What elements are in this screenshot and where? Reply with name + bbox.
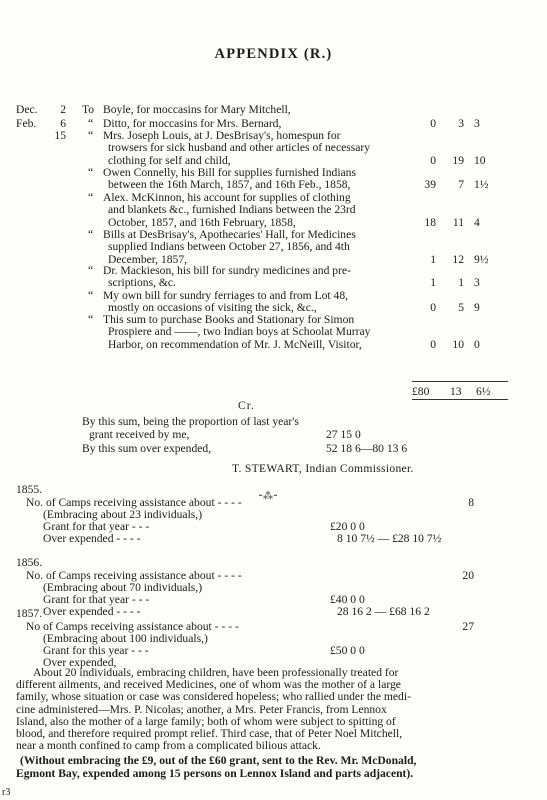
entry-amount-pounds: 0 <box>430 301 436 315</box>
entry-amount-shillings: 7 <box>458 178 464 192</box>
paragraph-line: family, whose situation or case was considered hopeless; who rallied under the medi- <box>16 690 411 704</box>
entry-description-line: and blankets &c., furnished Indians between the 23rd <box>108 203 356 217</box>
entry-amount-pounds: 1 <box>430 276 436 290</box>
grant-amount: £20 0 0 <box>330 520 365 533</box>
camps-count: 27 <box>462 620 474 633</box>
camps-label: No. of Camps receiving assistance about - - - - <box>26 569 242 582</box>
entry-ditto-mark: “ <box>88 228 94 241</box>
entry-amount-shillings: 5 <box>458 301 464 315</box>
entry-description-line: Boyle, for moccasins for Mary Mitchell, <box>103 103 291 116</box>
entry-description-line: October, 1857, and 16th February, 1858, <box>108 215 296 229</box>
entry-ditto-mark: “ <box>88 129 94 142</box>
commissioner-signature: T. STEWART, Indian Commissioner. <box>232 462 414 475</box>
grant-amount: £50 0 0 <box>330 644 365 657</box>
paragraph-line: near a month confined to camp from a complicated bilious attack. <box>16 739 321 753</box>
total-rule-top <box>412 381 508 382</box>
entry-amount-shillings: 3 <box>458 117 464 130</box>
paragraph-line: About 20 individuals, embracing children, have been professionally treated for <box>33 666 399 679</box>
entry-description-line: Ditto, for moccasins for Mrs. Bernard, <box>103 117 282 130</box>
entry-amount-pounds: 0 <box>430 337 436 351</box>
entry-description-line: This sum to purchase Books and Stationary for Simon <box>103 313 355 326</box>
paragraph-line: Island, also the mother of a large family; both of whom were subject to spitting of <box>16 714 396 728</box>
entry-description-line: mostly on occasions of visiting the sick, &c., <box>108 301 317 315</box>
section-year: 1855. <box>16 483 43 496</box>
entry-amount-pence: 10 <box>474 153 486 167</box>
grant-label: Grant for this year - - - <box>43 644 149 657</box>
total-pence: 6½ <box>476 385 491 398</box>
entry-ditto-mark: To <box>82 103 95 116</box>
credit-line-text: grant received by me, <box>89 428 190 441</box>
credit-line-amount: 52 18 6—80 13 6 <box>326 442 408 455</box>
entry-amount-shillings: 19 <box>452 153 464 167</box>
entry-amount-pence: 3 <box>474 117 480 130</box>
entry-description-line: supplied Indians between October 27, 1856, and 4th <box>108 240 350 254</box>
entry-description-line: between the 16th March, 1857, and 16th Feb., 1858, <box>108 178 351 192</box>
entry-description-line: Mrs. Joseph Louis, at J. DesBrisay's, homespun for <box>103 129 341 142</box>
camps-label: No of Camps receiving assistance about - - - - <box>26 620 239 633</box>
total-shillings: 13 <box>450 385 462 398</box>
paragraph-line: Egmont Bay, expended among 15 persons on Lennox Island and parts adjacent). <box>16 766 414 780</box>
total-rule-bottom <box>412 399 508 400</box>
entry-amount-shillings: 12 <box>452 252 464 266</box>
paragraph-line: cine administered—Mrs. P. Nicolas; another, a Mrs. Peter Francis, from Lennox <box>16 702 387 716</box>
page-title: APPENDIX (R.) <box>214 46 333 62</box>
over-expended-amount: 8 10 7½ — £28 10 7½ <box>337 532 442 545</box>
entry-description-line: Owen Connelly, his Bill for supplies furnished Indians <box>103 166 356 179</box>
individuals-note: (Embracing about 70 individuals,) <box>43 581 203 594</box>
section-year: 1857. <box>16 607 43 620</box>
entry-amount-shillings: 10 <box>452 337 464 351</box>
section-year: 1856. <box>16 556 43 569</box>
entry-amount-shillings: 11 <box>452 215 464 229</box>
over-expended-label: Over expended, <box>43 656 117 669</box>
paragraph-line: different ailments, and received Medicines, one of whom was the mother of a large <box>16 678 401 692</box>
entry-amount-pounds: 0 <box>430 117 436 130</box>
over-expended-amount: 28 16 2 — £68 16 2 <box>337 605 430 618</box>
entry-amount-pence: 4 <box>474 215 480 229</box>
over-expended-label: Over expended - - - - <box>43 605 141 618</box>
entry-ditto-mark: “ <box>88 166 94 179</box>
grant-label: Grant for that year - - - <box>43 520 150 533</box>
entry-ditto-mark: “ <box>88 313 94 326</box>
paragraph-line: blood, and therefore required prompt relief. Third case, that of Peter Noel Mitchell, <box>16 727 403 740</box>
ornament-divider-icon: ⁃⁂⁃ <box>258 491 278 502</box>
entry-amount-pence: 3 <box>474 276 480 290</box>
individuals-note: (Embracing about 23 individuals,) <box>43 508 203 521</box>
entry-description-line: scriptions, &c. <box>108 276 176 290</box>
entry-month: Feb. <box>16 117 37 130</box>
entry-ditto-mark: “ <box>88 289 94 302</box>
camps-label: No. of Camps receiving assistance about - - - - <box>26 496 242 509</box>
camps-count: 20 <box>462 569 474 582</box>
credit-line-text: By this sum, being the proportion of last year's <box>82 415 299 428</box>
individuals-note: (Embracing about 100 individuals,) <box>43 632 208 645</box>
paragraph-line: (Without embracing the £9, out of the £60 grant, sent to the Rev. Mr. McDonald, <box>20 754 417 767</box>
page-signature-mark: r3 <box>2 787 11 798</box>
entry-ditto-mark: “ <box>88 191 94 204</box>
entry-description-line: Dr. Mackieson, his bill for sundry medicines and pre- <box>103 264 351 277</box>
entry-description-line: My own bill for sundry ferriages to and from Lot 48, <box>103 289 349 302</box>
credit-line-text: By this sum over expended, <box>82 442 212 455</box>
entry-day: 6 <box>60 117 66 130</box>
entry-amount-pence: 9 <box>474 301 480 315</box>
entry-description-line: Alex. McKinnon, his account for supplies of clothing <box>103 191 351 204</box>
credit-heading: Cr. <box>238 399 255 412</box>
entry-day: 2 <box>60 103 66 116</box>
grant-amount: £40 0 0 <box>330 593 365 606</box>
entry-description-line: trowsers for sick husband and other articles of necessary <box>108 141 371 155</box>
grant-label: Grant for that year - - - <box>43 593 150 606</box>
entry-description-line: Bills at DesBrisay's, Apothecaries' Hall, for Medicines <box>103 228 356 241</box>
entry-amount-pence: 9½ <box>474 252 489 266</box>
entry-amount-pounds: 39 <box>424 178 436 192</box>
entry-description-line: Prospiere and ——, two Indian boys at Schoolat Murray <box>108 325 371 339</box>
entry-day: 15 <box>54 129 66 142</box>
entry-ditto-mark: “ <box>88 117 94 130</box>
over-expended-label: Over expended - - - - <box>43 532 141 545</box>
entry-description-line: December, 1857, <box>108 252 188 266</box>
entry-description-line: clothing for self and child, <box>108 153 231 167</box>
credit-line-amount: 27 15 0 <box>326 428 361 441</box>
entry-month: Dec. <box>16 103 38 116</box>
entry-description-line: Harbor, on recommendation of Mr. J. McNeill, Visitor, <box>108 337 362 351</box>
entry-amount-pence: 1½ <box>474 178 489 192</box>
entry-ditto-mark: “ <box>88 264 94 277</box>
entry-amount-pounds: 18 <box>424 215 436 229</box>
entry-amount-pounds: 1 <box>430 252 436 266</box>
entry-amount-pence: 0 <box>474 337 480 351</box>
entry-amount-pounds: 0 <box>430 153 436 167</box>
camps-count: 8 <box>468 496 474 509</box>
total-pounds: £80 <box>412 385 430 398</box>
entry-amount-shillings: 1 <box>458 276 464 290</box>
